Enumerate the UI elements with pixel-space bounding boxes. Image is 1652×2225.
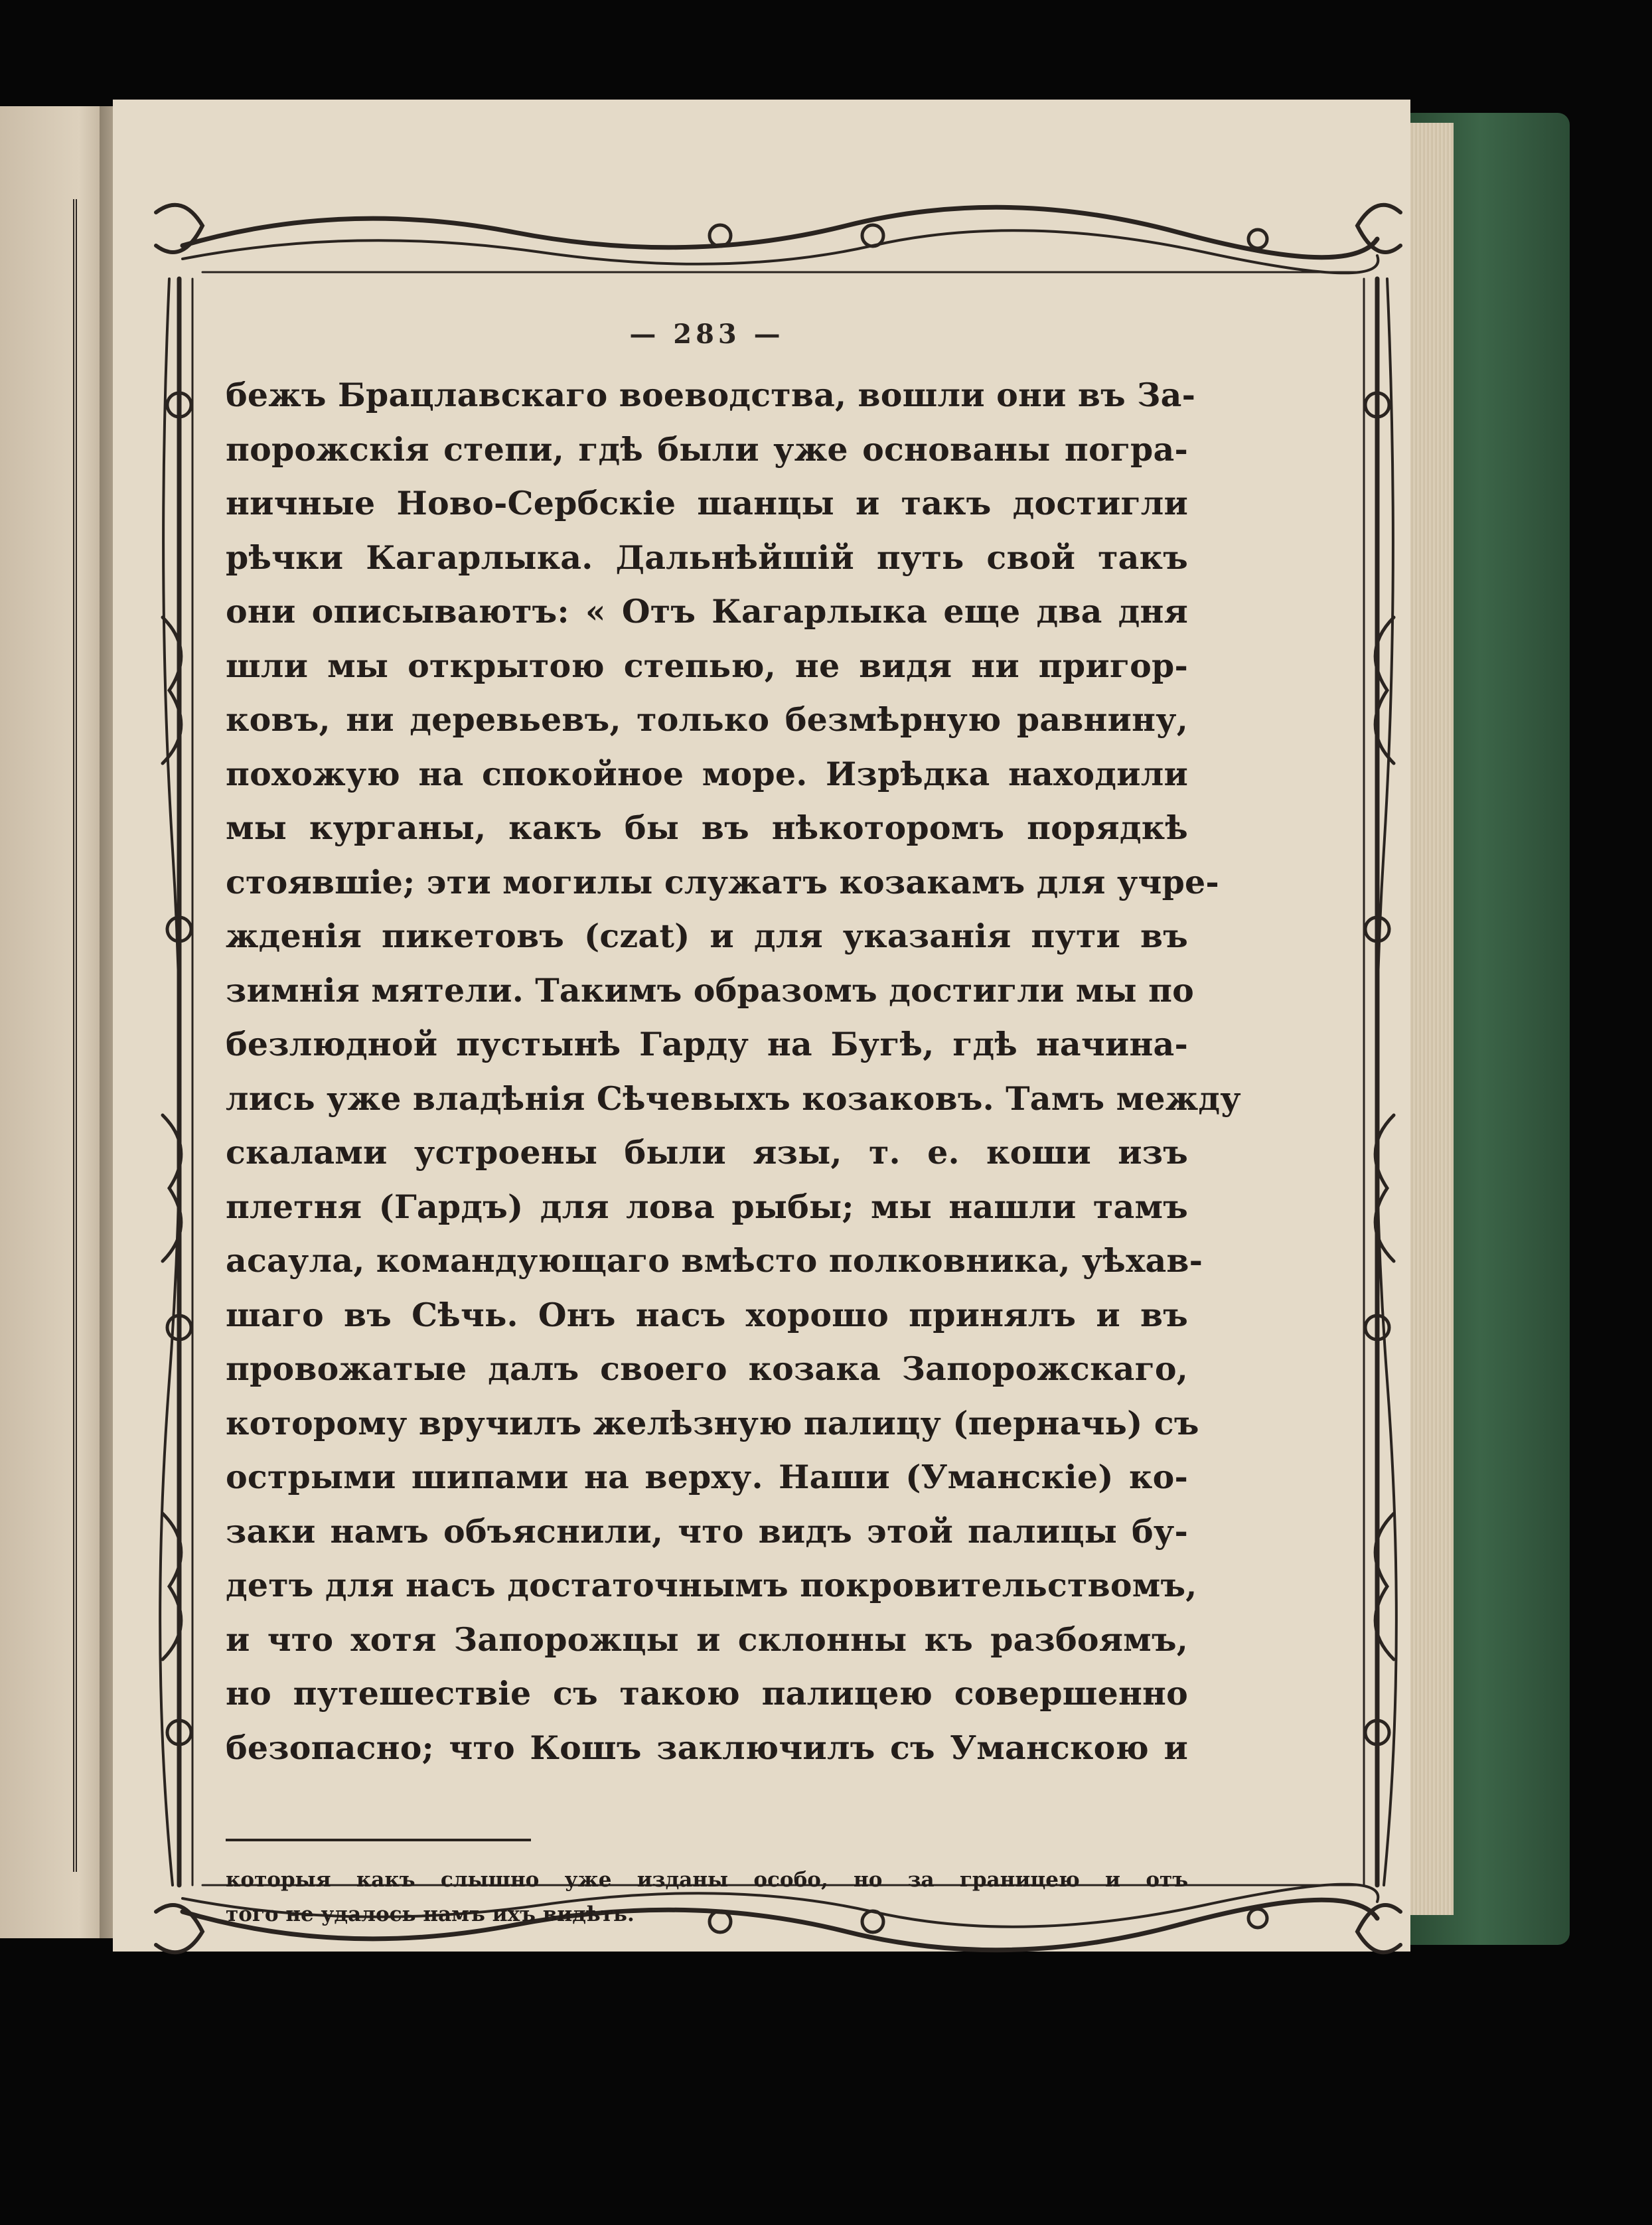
text-line: заки намъ объяснили, что видъ этой палицы бу- [226,1511,1188,1551]
text-line: детъ для насъ достаточнымъ покровительствомъ, [226,1566,1197,1604]
page-number: — 283 — [629,319,785,350]
text-line: стоявшіе; эти могилы служатъ козакамъ для учре- [226,862,1219,901]
text-line: асаула, командующаго вмѣсто полковника, уѣхав- [226,1241,1203,1280]
text-line: безопасно; что Кошъ заключилъ съ Уманскою и [226,1728,1188,1767]
text-line: скалами устроены были язы, т. е. коши изъ [226,1133,1188,1172]
text-line: они описываютъ: « Отъ Кагарлыка еще два дня [226,592,1188,631]
text-line: шаго въ Сѣчь. Онъ насъ хорошо принялъ и въ [226,1295,1188,1334]
text-line: порожскія степи, гдѣ были уже основаны погра- [226,429,1188,469]
footnote-line: того не удалось намъ ихъ видѣть. [226,1902,635,1926]
left-facing-page [0,106,113,1938]
text-line: похожую на спокойное море. Изрѣдка находили [226,754,1188,793]
text-line: но путешествіе съ такою палицею совершенно [226,1674,1188,1713]
text-line: мы курганы, какъ бы въ нѣкоторомъ порядкѣ [226,808,1188,847]
footnote-rule [226,1839,531,1841]
text-line: лись уже владѣнія Сѣчевыхъ козаковъ. Тамъ между [226,1079,1241,1118]
footnote-line: которыя какъ слышно уже изданы особо, но за границею и отъ [226,1868,1188,1892]
text-line: острыми шипами на верху. Наши (Уманскіе) ко- [226,1458,1188,1496]
text-line: бежъ Брацлавскаго воеводства, вошли они въ За- [226,376,1196,414]
text-line: ничные Ново-Сербскіе шанцы и такъ достигли [226,484,1188,522]
text-line: шли мы открытою степью, не видя ни пригор- [226,646,1188,685]
text-line: безлюдной пустынѣ Гарду на Бугѣ, гдѣ начина- [226,1025,1188,1063]
text-line: провожатые далъ своего козака Запорожскаго, [226,1349,1188,1388]
left-page-frame-fragment [13,199,77,1872]
text-line: зимнія мятели. Такимъ образомъ достигли мы по [226,970,1195,1010]
text-line: и что хотя Запорожцы и склонны къ разбоямъ, [226,1620,1188,1659]
text-line: рѣчки Кагарлыка. Дальнѣйшій путь свой такъ [226,538,1188,577]
text-line: которому вручилъ желѣзную палицу (перначь) съ [226,1403,1199,1442]
text-line: плетня (Гардъ) для лова рыбы; мы нашли тамъ [226,1187,1188,1226]
text-line: ковъ, ни деревьевъ, только безмѣрную равнину, [226,700,1188,739]
page-text [226,319,1241,1932]
text-line: жденія пикетовъ (czat) и для указанія пути въ [226,917,1188,955]
